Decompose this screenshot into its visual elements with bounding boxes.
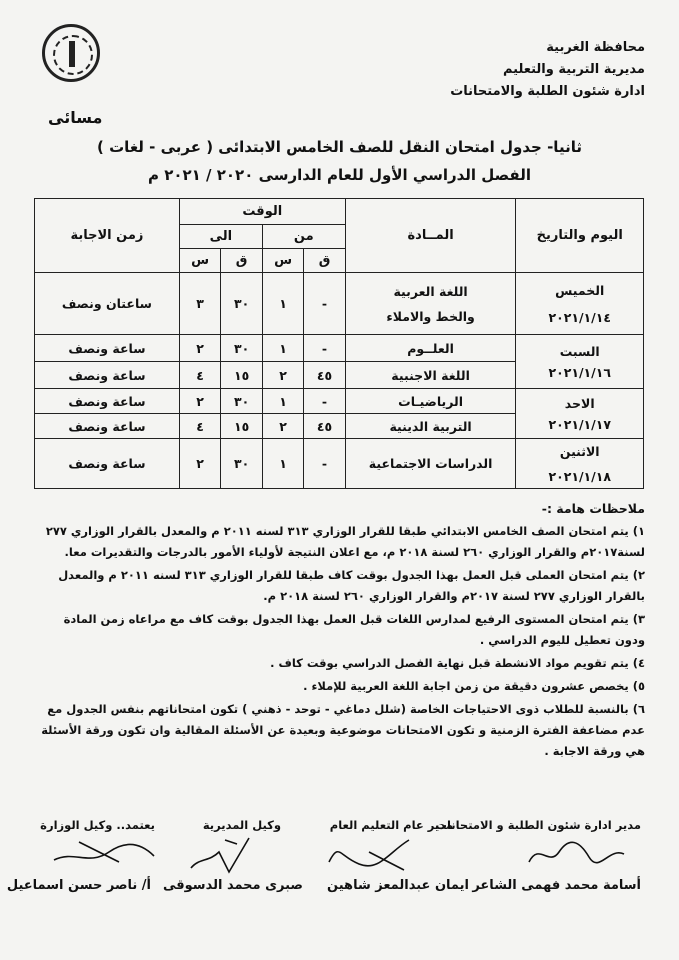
to-hour-cell: ٢: [179, 335, 221, 362]
signature-name-2: ايمان عبدالمعز شاهين: [327, 878, 469, 893]
notes-section: [33, 498, 645, 764]
signature-title-2: مدير عام التعليم العام: [329, 818, 453, 832]
from-hour-cell: ١: [262, 389, 304, 414]
header-from-hour: س: [262, 249, 304, 273]
header-from-minute: ق: [304, 249, 345, 273]
date-label: ٢٠٢١/١/١٤: [548, 309, 611, 325]
day-label: الاحد: [564, 395, 595, 411]
note-item: ٤) يتم تقويم مواد الانشطة قبل نهاية الفصل الدراسي بوقت كاف .: [270, 656, 645, 670]
day-label: الخميس: [555, 282, 605, 298]
header-subject: المــادة: [345, 199, 516, 273]
schedule-subtitle: الفصل الدراسي الأول للعام الدارسى ٢٠٢٠ / ٢٠٢١ م: [147, 166, 532, 184]
to-minute-cell: ٣٠: [221, 273, 262, 335]
period-label: مسائى: [48, 108, 103, 127]
directorate-label: مديرية التربية والتعليم: [502, 62, 645, 77]
from-hour-cell: ١: [262, 439, 304, 489]
day-date-cell: [516, 439, 644, 489]
to-hour-cell: ٤: [179, 362, 221, 389]
administration-label: ادارة شئون الطلبة والامتحانات: [450, 84, 645, 99]
signature-title-3: وكيل المديرية: [202, 818, 281, 832]
duration-cell: ساعة ونصف: [35, 335, 180, 362]
note-item: ٦) بالنسبة للطلاب ذوى الاحتياجات الخاصة (شلل دماغي - توحد - ذهني ) تكون امتحاناتهم بنفس الجدول مع عدم مضاعفة الفترة الزمنية و تكون الامتحانات موضوعية وبعيدة عن الأسئلة المقالية وان تكون ورقة الأسئلة هي ورقة الاجابة .: [41, 702, 645, 758]
duration-cell: ساعة ونصف: [35, 414, 180, 439]
day-label: السبت: [559, 343, 600, 359]
signature-name-4: أ/ ناصر حسن اسماعيل: [6, 878, 151, 893]
table-row: [35, 389, 644, 414]
from-hour-cell: ٢: [262, 362, 304, 389]
from-minute-cell: -: [304, 439, 345, 489]
signature-3: [179, 832, 269, 878]
signature-title-1: مدير ادارة شئون الطلبة و الامتحانات: [435, 818, 641, 832]
note-item: ٢) يتم امتحان العملى قبل العمل بهذا الجدول بوقت كاف طبقا للقرار الوزاري ٣١٣ لسنه ٢٠١١ م والمعدل بالقرار الوزاري ٢٧٧ لسنة ٢٠١٧م والقرار الوزاري ٢٦٠ لسنة ٢٠١٨ م.: [58, 568, 645, 603]
table-row: [35, 273, 644, 335]
to-hour-cell: ٣: [179, 273, 221, 335]
subject-cell: اللغة الاجنبية: [345, 362, 516, 389]
subject-cell: [345, 273, 516, 335]
subject-cell: الرياضيـات: [345, 389, 516, 414]
table-row: [35, 335, 644, 362]
subject-label-2: والخط والاملاء: [386, 308, 475, 324]
from-hour-cell: ٢: [262, 414, 304, 439]
signature-1: [519, 832, 629, 872]
note-item: ٥) يخصص عشرون دقيقة من زمن اجابة اللغة العربية للإملاء .: [303, 679, 645, 693]
subject-cell: الدراسات الاجتماعية: [345, 439, 516, 489]
header-day-date: اليوم والتاريخ: [516, 199, 644, 273]
from-minute-cell: -: [304, 389, 345, 414]
date-label: ٢٠٢١/١/١٧: [548, 416, 611, 432]
note-item: ١) يتم امتحان الصف الخامس الابتدائي طبقا للقرار الوزاري ٣١٣ لسنه ٢٠١١ م والمعدل بالقرار الوزاري ٢٧٧ لسنة٢٠١٧م والقرار الوزاري ٢٦٠ لسنة ٢٠١٨ م، مع اعلان النتيجة لأولياء الأمور بالدرجات والتقديرات معا.: [45, 524, 645, 559]
subject-cell: العلــوم: [345, 335, 516, 362]
day-date-cell: [516, 273, 644, 335]
signature-4: [49, 832, 159, 872]
schedule-title: ثانيا- جدول امتحان النقل للصف الخامس الابتدائى ( عربى - لغات ): [97, 138, 582, 156]
from-hour-cell: ١: [262, 335, 304, 362]
ministry-logo: [42, 24, 100, 82]
header-to-minute: ق: [221, 249, 262, 273]
date-label: ٢٠٢١/١/١٦: [548, 364, 611, 380]
to-minute-cell: ٣٠: [221, 335, 262, 362]
day-date-cell: [516, 389, 644, 439]
signature-name-1: أسامة محمد فهمى الشاعر: [472, 878, 641, 893]
duration-cell: ساعة ونصف: [35, 362, 180, 389]
subject-cell: التربية الدينية: [345, 414, 516, 439]
to-hour-cell: ٤: [179, 414, 221, 439]
to-minute-cell: ١٥: [221, 362, 262, 389]
day-label: الاثنين: [559, 443, 600, 459]
duration-cell: ساعة ونصف: [35, 439, 180, 489]
from-minute-cell: -: [304, 335, 345, 362]
from-hour-cell: ١: [262, 273, 304, 335]
header-time: الوقت: [179, 199, 345, 225]
to-minute-cell: ٣٠: [221, 439, 262, 489]
from-minute-cell: -: [304, 273, 345, 335]
date-label: ٢٠٢١/١/١٨: [548, 468, 611, 484]
duration-cell: ساعة ونصف: [35, 389, 180, 414]
day-date-cell: [516, 335, 644, 389]
to-minute-cell: ٣٠: [221, 389, 262, 414]
header-to-hour: س: [179, 249, 221, 273]
from-minute-cell: ٤٥: [304, 362, 345, 389]
to-minute-cell: ١٥: [221, 414, 262, 439]
header-from: من: [262, 225, 345, 249]
signature-title-4: يعتمد.. وكيل الوزارة: [40, 818, 155, 832]
from-minute-cell: ٤٥: [304, 414, 345, 439]
notes-heading: ملاحظات هامة :-: [541, 501, 645, 516]
to-hour-cell: ٢: [179, 439, 221, 489]
signature-name-3: صبرى محمد الدسوقى: [162, 878, 303, 893]
to-hour-cell: ٢: [179, 389, 221, 414]
table-row: [35, 439, 644, 489]
header-duration: زمن الاجابة: [35, 199, 180, 273]
subject-label: اللغة العربية: [393, 283, 468, 299]
signature-2: [319, 832, 429, 878]
duration-cell: ساعتان ونصف: [35, 273, 180, 335]
exam-schedule-table: [34, 198, 644, 489]
note-item: ٣) يتم امتحان المستوى الرفيع لمدارس اللغات قبل العمل بهذا الجدول بوقت كاف مع مراعاه زمن المادة ودون تعطيل لليوم الدراسي .: [63, 612, 645, 647]
governorate-label: محافظة الغربية: [546, 40, 645, 55]
header-to: الى: [179, 225, 262, 249]
